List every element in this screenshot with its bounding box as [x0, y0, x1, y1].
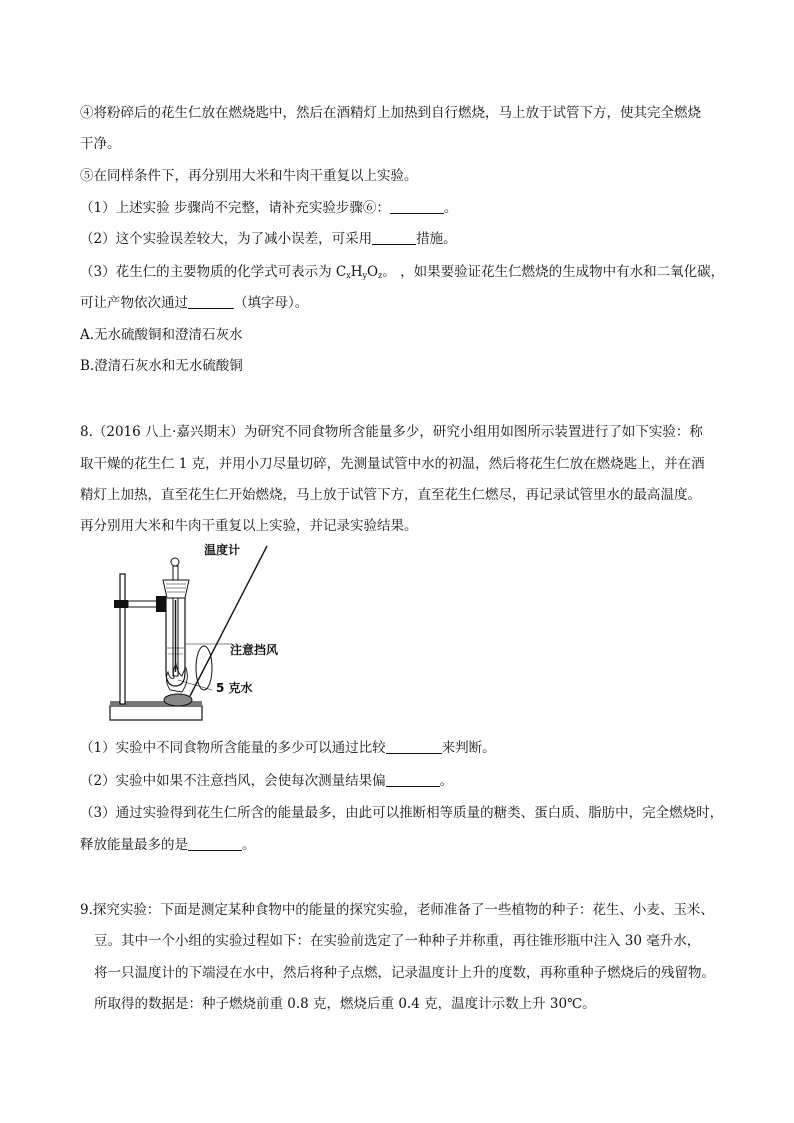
- clamp-head: [156, 596, 166, 612]
- q7-sub3-line2-end: （填字母）。: [234, 295, 309, 311]
- q7-step4-line2: 干净。: [80, 136, 121, 152]
- q8-sub2-text: （2）实验中如果不注意挡风，会使每次测量结果偏: [80, 773, 386, 789]
- answer-blank: [386, 772, 440, 787]
- clamp-holder: [114, 600, 128, 608]
- q7-sub2-end: 措施。: [416, 231, 457, 247]
- answer-blank: [386, 739, 442, 754]
- q7-sub3-text: （3）花生仁的主要物质的化学式可表示为 C: [80, 264, 347, 280]
- answer-blank: [372, 230, 416, 245]
- q7-sub2-text: （2）这个实验误差较大，为了减小误差，可采用: [80, 231, 373, 247]
- q7-step4-line1: ④将粉碎后的花生仁放在燃烧匙中，然后在酒精灯上加热到自行燃烧，马上放于试管下方，使其完全燃烧: [80, 105, 701, 121]
- q8-sub3-line2-text: 释放能量最多的是: [80, 837, 188, 853]
- option-b: B.澄清石灰水和无水硫酸铜: [80, 358, 243, 374]
- q8-sub1-text: （1）实验中不同食物所含能量的多少可以通过比较: [80, 740, 386, 756]
- q8-sub2-end: 。: [439, 773, 454, 789]
- stand-rod: [120, 574, 125, 704]
- q8-line3: 精灯上加热，直至花生仁开始燃烧，马上放于试管下方，直至花生仁燃尽，再记录试管里水的最高温度。: [80, 487, 701, 503]
- q8-line1: 8.（2016 八上·嘉兴期末）为研究不同食物所含能量多少，研究小组用如图所示装置进行了如下实验：称: [80, 424, 703, 440]
- option-a: A.无水硫酸铜和澄清石灰水: [80, 327, 243, 343]
- thermometer-top: [171, 558, 179, 566]
- subscript-z: z: [378, 271, 383, 280]
- label-wind-shield: 注意挡风: [230, 643, 279, 657]
- q7-sub1-text: （1）上述实验 步骤尚不完整，请补充实验步骤⑥：: [80, 200, 390, 216]
- stand-base: [110, 706, 202, 720]
- q8-line2: 取干燥的花生仁 1 克，并用小刀尽量切碎，先测量试管中水的初温，然后将花生仁放在燃烧匙上，并在酒: [80, 456, 705, 472]
- q8-sub3-line2-end: 。: [242, 837, 256, 853]
- label-thermometer: 温度计: [204, 543, 241, 557]
- q8-sub1: [80, 738, 496, 758]
- q8-sub3-line2: [80, 835, 256, 855]
- q9-line4: 所取得的数据是：种子燃烧前重 0.8 克，燃烧后重 0.4 克，温度计示数上升 30℃。: [94, 996, 596, 1012]
- q7-sub1-end: 。: [443, 200, 458, 216]
- q7-sub2: [80, 229, 457, 249]
- q7-step5: ⑤在同样条件下，再分别用大米和牛肉干重复以上实验。: [80, 168, 418, 184]
- q8-sub2: [80, 771, 453, 791]
- q8-line4: 再分别用大米和牛肉干重复以上实验，并记录实验结果。: [80, 518, 418, 534]
- spoon-handle: [190, 546, 267, 696]
- stopper: [163, 580, 189, 598]
- q7-sub3-line2-text: 可让产物依次通过: [80, 295, 188, 311]
- answer-blank: [188, 294, 234, 309]
- q9-line3: 将一只温度计的下端浸在水中，然后将种子点燃，记录温度计上升的度数，再称重种子燃烧后的残留物。: [94, 965, 715, 981]
- q7-sub3-line1: [80, 262, 724, 286]
- q7-sub1: [80, 198, 457, 218]
- answer-blank: [390, 199, 444, 214]
- q8-sub3-line1: （3）通过实验得到花生仁所含的能量最多，由此可以推断相等质量的糖类、蛋白质、脂肪中，完全燃烧时，: [80, 805, 724, 821]
- combustion-spoon: [164, 694, 192, 706]
- q7-sub3-rest: 。 ，如果要验证花生仁燃烧的生成物中有水和二氧化碳，: [382, 264, 725, 280]
- q8-sub1-end: 来判断。: [441, 740, 496, 756]
- q9-line1: 9.探究实验：下面是测定某种食物中的能量的探究实验，老师准备了一些植物的种子：花生、小麦、玉米、: [80, 902, 714, 918]
- formula-h: H: [350, 264, 363, 280]
- apparatus-figure: [100, 540, 340, 730]
- q9-line2: 豆。其中一个小组的实验过程如下：在实验前选定了一种种子并称重，再往锥形瓶中注入 30 毫升水，: [94, 933, 701, 949]
- q7-sub3-line2: [80, 293, 308, 313]
- subscript-x: x: [346, 271, 351, 280]
- subscript-y: y: [362, 271, 368, 280]
- formula-o: O: [367, 264, 379, 280]
- label-water: 5 克水: [216, 681, 253, 695]
- answer-blank: [188, 836, 242, 851]
